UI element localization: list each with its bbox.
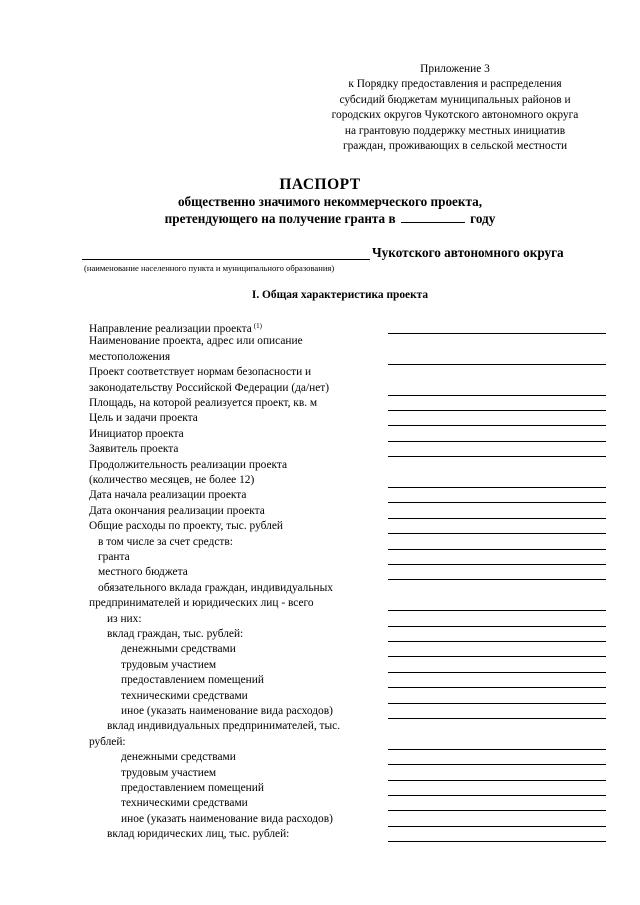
footnote-marker: (1) — [253, 322, 262, 330]
answer-field[interactable] — [388, 549, 606, 550]
row-label — [107, 612, 142, 627]
row-label — [89, 365, 311, 380]
row-label-text: предоставлением помещений — [121, 782, 264, 794]
row-label-text: Цель и задачи проекта — [89, 412, 198, 425]
row-label — [121, 658, 216, 673]
answer-field[interactable] — [388, 425, 606, 426]
row-label — [98, 535, 233, 550]
row-label-text: трудовым участием — [121, 766, 217, 779]
answer-field[interactable] — [388, 780, 606, 781]
row-label-text: в том числе за счет средств: — [98, 535, 233, 548]
answer-field[interactable] — [388, 656, 606, 657]
row-label — [107, 719, 340, 734]
row-label-text: Дата начала реализации проекта — [89, 489, 247, 502]
row-label-text: денежными средствами — [121, 643, 236, 656]
row-label-text: гранта — [98, 551, 130, 563]
row-label-text: вклад граждан, тыс. рублей: — [107, 628, 244, 640]
row-label-text: техническими средствами — [121, 797, 248, 810]
row-label-text: рублей: — [89, 735, 126, 748]
subtitle-line-2-before: претендующего на получение гранта в — [164, 211, 396, 226]
answer-field[interactable] — [388, 718, 606, 719]
row-label — [121, 704, 333, 719]
row-label — [89, 381, 329, 396]
row-label — [121, 673, 264, 688]
row-label-text: Продолжительность реализации проекта — [89, 458, 288, 471]
row-label — [89, 473, 254, 488]
row-label-text: Заявитель проекта — [89, 443, 179, 456]
appendix-line: субсидий бюджетам муниципальных районов и — [339, 93, 571, 106]
row-label-text: трудовым участием — [121, 658, 217, 671]
answer-field[interactable] — [388, 410, 606, 411]
answer-field[interactable] — [388, 610, 606, 611]
row-label-text: местоположения — [89, 350, 171, 363]
row-label-text: вклад индивидуальных предпринимателей, тыс. — [107, 720, 341, 733]
appendix-line: к Порядку предоставления и распределения — [348, 78, 562, 91]
row-label-text: Наименование проекта, адрес или описание — [89, 335, 303, 348]
answer-field[interactable] — [388, 626, 606, 627]
answer-field[interactable] — [388, 841, 606, 842]
row-label — [89, 458, 287, 473]
answer-field[interactable] — [388, 579, 606, 580]
answer-field[interactable] — [388, 502, 606, 503]
row-label — [121, 796, 248, 811]
answer-field[interactable] — [388, 456, 606, 457]
answer-field[interactable] — [388, 518, 606, 519]
row-label-text: Дата окончания реализации проекта — [89, 504, 265, 517]
row-label — [121, 781, 264, 796]
row-label-text: Общие расходы по проекту, тыс. рублей — [89, 520, 283, 533]
row-label — [98, 550, 130, 565]
row-label — [89, 350, 170, 365]
answer-field[interactable] — [388, 333, 606, 334]
row-label-text: денежными средствами — [121, 751, 236, 764]
answer-field[interactable] — [388, 749, 606, 750]
row-label-text: Инициатор проекта — [89, 427, 184, 440]
settlement-caption: (наименование населенного пункта и муниципального образования) — [84, 263, 335, 273]
row-label-text: Площадь, на которой реализуется проект, кв. м — [89, 397, 318, 409]
row-label — [121, 642, 236, 657]
section-title: I. Общая характеристика проекта — [251, 289, 429, 301]
row-label — [89, 427, 184, 442]
answer-field[interactable] — [388, 764, 606, 765]
row-label — [121, 750, 236, 765]
region-name: Чукотского автономного округа — [372, 245, 564, 260]
row-label-text: Проект соответствует нормам безопасности и — [89, 366, 312, 379]
appendix-line: городских округов Чукотского автономного округа — [331, 109, 579, 122]
row-label-text: предоставлением помещений — [121, 674, 264, 687]
row-label-text: (количество месяцев, не более 12) — [89, 474, 255, 486]
row-label — [107, 627, 243, 642]
row-label-text: обязательного вклада граждан, индивидуальных — [98, 581, 334, 594]
answer-field[interactable] — [388, 810, 606, 811]
row-label — [89, 519, 283, 534]
row-label — [107, 827, 289, 842]
appendix-line: Приложение 3 — [420, 63, 490, 75]
answer-field[interactable] — [388, 364, 606, 365]
appendix-line: граждан, проживающих в сельской местности — [342, 140, 568, 153]
answer-field[interactable] — [388, 703, 606, 704]
row-label — [98, 581, 333, 596]
answer-field[interactable] — [388, 641, 606, 642]
row-label — [89, 488, 246, 503]
row-label — [89, 596, 314, 611]
answer-field[interactable] — [388, 826, 606, 827]
row-label — [89, 442, 178, 457]
appendix-line: на грантовую поддержку местных инициатив — [344, 124, 566, 137]
row-label-text: иное (указать наименование вида расходов) — [121, 705, 333, 717]
answer-field[interactable] — [388, 533, 606, 534]
answer-field[interactable] — [388, 564, 606, 565]
answer-field[interactable] — [388, 441, 606, 442]
row-label — [98, 565, 188, 580]
answer-field[interactable] — [388, 795, 606, 796]
answer-field[interactable] — [388, 395, 606, 396]
row-label-text: местного бюджета — [98, 566, 188, 579]
row-label — [89, 504, 265, 519]
row-label — [89, 334, 303, 349]
answer-field[interactable] — [388, 487, 606, 488]
row-label-text: вклад юридических лиц, тыс. рублей: — [107, 828, 290, 841]
row-label — [89, 396, 317, 411]
row-label — [89, 735, 126, 750]
row-label-text: иное (указать наименование вида расходов) — [121, 812, 333, 825]
document-title: ПАСПОРТ — [279, 176, 361, 193]
subtitle-line-1: общественно значимого некоммерческого проекта, — [177, 194, 483, 209]
answer-field[interactable] — [388, 687, 606, 688]
row-label — [121, 689, 248, 704]
row-label-text: законодательству Российской Федерации (да/нет) — [89, 381, 330, 394]
row-label-text: Направление реализации проекта — [89, 323, 252, 335]
row-label — [121, 766, 216, 781]
answer-field[interactable] — [388, 672, 606, 673]
row-label-text: из них: — [107, 612, 142, 625]
row-label — [121, 812, 333, 827]
row-label-text: предпринимателей и юридических лиц - всего — [89, 597, 314, 610]
row-label-text: техническими средствами — [121, 689, 248, 702]
row-label — [89, 411, 198, 426]
subtitle-line-2-after: году — [470, 211, 496, 226]
